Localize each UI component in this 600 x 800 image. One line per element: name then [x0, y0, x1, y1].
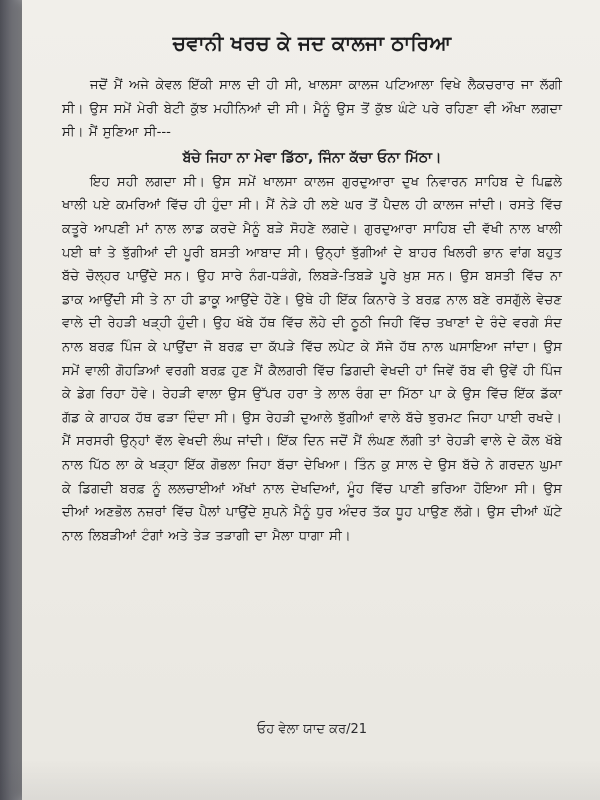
chapter-title: ਚਵਾਨੀ ਖਰਚ ਕੇ ਜਦ ਕਾਲਜਾ ਠਾਰਿਆ: [172, 31, 452, 55]
proverb-line: ਬੱਚੇ ਜਿਹਾ ਨਾ ਮੇਵਾ ਡਿੱਠਾ, ਜਿੰਨਾ ਕੱਚਾ ਓਨਾ ਮਿੱਠਾ।: [182, 149, 442, 166]
paragraph-1: ਜਦੋਂ ਮੈਂ ਅਜੇ ਕੇਵਲ ਇੱਕੀ ਸਾਲ ਦੀ ਹੀ ਸੀ, ਖਾਲਸਾ ਕਾਲਜ ਪਟਿਆਲਾ ਵਿਖੇ ਲੈਕਚਰਾਰ ਜਾ ਲੱਗੀ ਸੀ। ਉਸ ਸਮੇਂ ਮੇਰੀ ਬੇਟੀ ਕੁੱਝ ਮਹੀਨਿਆਂ ਦੀ ਸੀ। ਮੈਨੂੰ ਉਸ ਤੋਂ ਕੁੱਝ ਘੰਟੇ ਪਰੇ ਰਹਿਣਾ ਵੀ ਔਖਾ ਲਗਦਾ ਸੀ। ਮੈਂ ਸੁਣਿਆ ਸੀ---: [62, 78, 562, 141]
page-footer: ਓਹ ਵੇਲਾ ਯਾਦ ਕਰ/21: [256, 722, 368, 737]
page-content: [62, 28, 562, 548]
paragraph-2: ਇਹ ਸਹੀ ਲਗਦਾ ਸੀ। ਉਸ ਸਮੇਂ ਖਾਲਸਾ ਕਾਲਜ ਗੁਰਦੁਆਰਾ ਦੁਖ ਨਿਵਾਰਨ ਸਾਹਿਬ ਦੇ ਪਿਛਲੇ ਖਾਲੀ ਪਏ ਕਮਰਿਆਂ ਵਿੱਚ ਹੀ ਹੁੰਦਾ ਸੀ। ਮੈਂ ਨੇੜੇ ਹੀ ਲਏ ਘਰ ਤੋਂ ਪੈਦਲ ਹੀ ਕਾਲਜ ਜਾਂਦੀ। ਰਸਤੇ ਵਿੱਚ ਕਤੂਰੇ ਆਪਣੀ ਮਾਂ ਨਾਲ ਲਾਡ ਕਰਦੇ ਮੈਨੂੰ ਬੜੇ ਸੋਹਣੇ ਲਗਦੇ। ਗੁਰਦੁਆਰਾ ਸਾਹਿਬ ਦੀ ਵੱਖੀ ਨਾਲ ਖਾਲੀ ਪਈ ਥਾਂ ਤੇ ਝੁੱਗੀਆਂ ਦੀ ਪੂਰੀ ਬਸਤੀ ਆਬਾਦ ਸੀ। ਉਨ੍ਹਾਂ ਝੁੱਗੀਆਂ ਦੇ ਬਾਹਰ ਖਿਲਰੀ ਭਾਨ ਵਾਂਗ ਬਹੁਤ ਬੱਚੇ ਚੋਲ੍ਹਰ ਪਾਉਂਦੇ ਸਨ। ਉਹ ਸਾਰੇ ਨੰਗ-ਧੜੰਗੇ, ਲਿਬੜੇ-ਤਿਬੜੇ ਪੂਰੇ ਖ਼ੁਸ਼ ਸਨ। ਉਸ ਬਸਤੀ ਵਿੱਚ ਨਾ ਡਾਕ ਆਉਂਦੀ ਸੀ ਤੇ ਨਾ ਹੀ ਡਾਕੂ ਆਉਂਦੇ ਹੋਣੇ। ਉਥੇ ਹੀ ਇੱਕ ਕਿਨਾਰੇ ਤੇ ਬਰਫ਼ ਨਾਲ ਬਣੇ ਰਸਗੁੱਲੇ ਵੇਚਣ ਵਾਲੇ ਦੀ ਰੇਹੜੀ ਖੜ੍ਹੀ ਹੁੰਦੀ। ਉਹ ਖੱਬੇ ਹੱਥ ਵਿੱਚ ਲੋਹੇ ਦੀ ਠੂਠੀ ਜਿਹੀ ਵਿੱਚ ਤਖਾਣਾਂ ਦੇ ਰੰਦੇ ਵਰਗੇ ਸੰਦ ਨਾਲ ਬਰਫ਼ ਪਿੰਜ ਕੇ ਪਾਉਂਦਾ ਜੋ ਬਰਫ਼ ਦਾ ਕੱਪੜੇ ਵਿੱਚ ਲਪੇਟ ਕੇ ਸੱਜੇ ਹੱਥ ਨਾਲ ਘਸਾਇਆ ਜਾਂਦਾ। ਉਸ ਸਮੇਂ ਵਾਲੀ ਗੋਹੜਿਆਂ ਵਰਗੀ ਬਰਫ਼ ਹੁਣ ਮੈਂ ਕੈਲਗਰੀ ਵਿੱਚ ਡਿਗਦੀ ਵੇਖਦੀ ਹਾਂ ਜਿਵੇਂ ਰੱਬ ਵੀ ਉਵੇਂ ਹੀ ਪਿੰਜ ਕੇ ਡੇਗ ਰਿਹਾ ਹੋਵੇ। ਰੇਹੜੀ ਵਾਲਾ ਉਸ ਉੱਪਰ ਹਰਾ ਤੇ ਲਾਲ ਰੰਗ ਦਾ ਮਿੱਠਾ ਪਾ ਕੇ ਉਸ ਵਿੱਚ ਇੱਕ ਡੱਕਾ ਗੱਡ ਕੇ ਗਾਹਕ ਹੱਥ ਫੜਾ ਦਿੰਦਾ ਸੀ। ਉਸ ਰੇਹੜੀ ਦੁਆਲੇ ਝੁੱਗੀਆਂ ਵਾਲੇ ਬੱਚੇ ਝੁਰਮਟ ਜਿਹਾ ਪਾਈ ਰਖਦੇ। ਮੈਂ ਸਰਸਰੀ ਉਨ੍ਹਾਂ ਵੱਲ ਵੇਖਦੀ ਲੰਘ ਜਾਂਦੀ। ਇੱਕ ਦਿਨ ਜਦੋਂ ਮੈਂ ਲੰਘਣ ਲੱਗੀ ਤਾਂ ਰੇਹੜੀ ਵਾਲੇ ਦੇ ਕੋਲ ਖੱਬੇ ਨਾਲ ਪਿੱਠ ਲਾ ਕੇ ਖੜ੍ਹਾ ਇੱਕ ਗੋਭਲਾ ਜਿਹਾ ਬੱਚਾ ਦੇਖਿਆ। ਤਿੰਨ ਕੁ ਸਾਲ ਦੇ ਉਸ ਬੱਚੇ ਨੇ ਗਰਦਨ ਘੁਮਾ ਕੇ ਡਿਗਦੀ ਬਰਫ਼ ਨੂੰ ਲਲਚਾਈਆਂ ਅੱਖਾਂ ਨਾਲ ਦੇਖਦਿਆਂ, ਮੂੰਹ ਵਿੱਚ ਪਾਣੀ ਭਰਿਆ ਹੋਇਆ ਸੀ। ਉਸ ਦੀਆਂ ਅਣਭੋਲ ਨਜ਼ਰਾਂ ਵਿੱਚ ਪੈਲਾਂ ਪਾਉਂਦੇ ਸੁਪਨੇ ਮੈਨੂੰ ਧੁਰ ਅੰਦਰ ਤੱਕ ਧੂਹ ਪਾਉਣ ਲੱਗੇ। ਉਸ ਦੀਆਂ ਘੱਟੇ ਨਾਲ ਲਿਬੜੀਆਂ ਟੰਗਾਂ ਅਤੇ ਤੇੜ ਤੜਾਗੀ ਦਾ ਮੈਲਾ ਧਾਗਾ ਸੀ।: [62, 174, 562, 544]
page-bottom-shade: [0, 760, 600, 800]
